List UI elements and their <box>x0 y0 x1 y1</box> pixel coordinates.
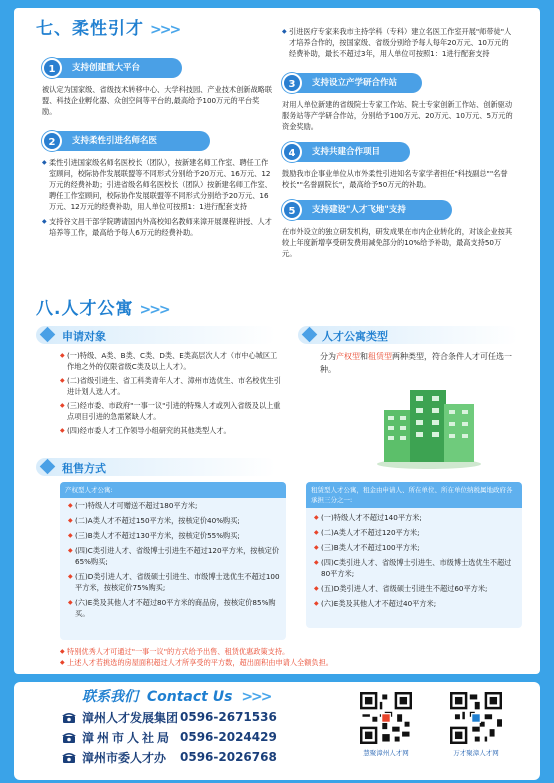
lease-item: ◆ (六)E类及其他人才不超过40平方米; <box>314 598 516 609</box>
sec7-left-column <box>42 58 272 238</box>
ownership-item: ◆ (一)特级人才可赠送不超过180平方米; <box>68 500 280 511</box>
contact-org: 漳州市人社局 <box>82 730 173 745</box>
medical-expert-text: ◆ 引进医疗专家来我市主持学科（专科）建立名医工作室开展"师带徒"人才培养合作的，按国家级、省级分别给予每人每年20万元、10万元的经费补助，最长不超过3年，用人单位可按照1：1进行配套支持 <box>282 26 514 59</box>
contact-phone[interactable]: 0596-2024429 <box>180 730 277 744</box>
apply-item: ◆ (三)经市委、市政府"一事一议"引进的特殊人才或列入省级及以上重点项目引进的急需紧缺人才。 <box>60 400 282 422</box>
lease-head: 租赁型人才公寓，租金由申请人、所在单位、所在单位纳税属地政府各承担三分之一: <box>306 482 522 508</box>
apply-list <box>60 350 282 436</box>
item2-pill: 2 支持柔性引进名师名医 <box>42 131 210 151</box>
item3-pill: 3 支持设立产学研合作站 <box>282 73 422 93</box>
ownership-box <box>60 482 286 640</box>
ownership-list <box>68 500 280 619</box>
contact-org: 漳州市委人才办 <box>82 750 167 765</box>
lease-item: ◆ (五)D类引进人才、省级硕士引进生不超过60平方米; <box>314 583 516 594</box>
type-title: 人才公寓类型 <box>322 330 388 343</box>
telephone-icon <box>62 711 76 724</box>
ownership-item: ◆ (二)A类人才不超过150平方米，按核定价40%购买; <box>68 515 280 526</box>
contact-phone[interactable]: 0596-2671536 <box>180 710 277 724</box>
contact-row-3 <box>62 748 277 766</box>
qr-label: 万才聚漳人才网 <box>453 749 499 757</box>
lease-item: ◆ (三)B类人才不超过100平方米; <box>314 542 516 553</box>
item5-text: 在市外设立的独立研发机构，研发成果在市内企业转化的，对该企业按其较上年度新增享受研发费用减免部分的10%给予补助，最高支持50万元。 <box>282 227 513 258</box>
item5-pill: 5 支持建设"人才飞地"支持 <box>282 200 452 220</box>
type-text: 分为产权型和租赁型两种类型，符合条件人才可任选一种。 <box>320 352 512 374</box>
ownership-item: ◆ (五)D类引进人才、省级硕士引进生、市级博士选优生不超过100平方米，按核定价75%购买; <box>68 571 280 593</box>
apartment-building-icon <box>374 380 484 470</box>
sec7-right-column <box>282 26 514 259</box>
contact-phone[interactable]: 0596-2026768 <box>180 750 277 764</box>
notes <box>60 646 530 668</box>
ownership-item: ◆ (六)E类及其他人才不超过80平方米的商品房，按核定价85%购买。 <box>68 597 280 619</box>
note-item: ◆ 上述人才若挑选的房屋面积超过人才所享受的平方数，超出面积由申请人全额负担。 <box>60 657 530 668</box>
section7-title: 七、柔性引才 >>> <box>36 19 180 39</box>
item2-bullet-2: ◆ 支持谷文昌干部学院聘请国内外高校知名教师来漳开展课程讲授、人才培养等工作，最高给予每人6万元的经费补助。 <box>42 216 272 238</box>
item1-pill: 1 支持创建重大平台 <box>42 58 182 78</box>
lease-item: ◆ (二)A类人才不超过120平方米; <box>314 527 516 538</box>
lease-item: ◆ (一)特级人才不超过140平方米; <box>314 512 516 523</box>
ownership-head: 产权型人才公寓: <box>60 482 286 498</box>
contact-panel <box>14 682 540 780</box>
qr-label: 慧聚漳州人才网 <box>363 749 409 757</box>
apply-item: ◆ (一)特级、A类、B类、C类、D类、E类高层次人才（市中心城区工作地之外的仅限省级C类及以上人才）。 <box>60 350 282 372</box>
lease-item: ◆ (四)C类引进人才、省级博士引进生、市级博士选优生不超过80平方米; <box>314 557 516 579</box>
lease-box <box>306 482 522 628</box>
qr-code-icon[interactable] <box>450 692 502 744</box>
contact-row-2 <box>62 728 277 746</box>
lease-list <box>314 512 516 609</box>
item1-text: 被认定为国家级、省级技术转移中心、大学科技园、产业技术创新战略联盟、科技企业孵化器、众创空间等平台的,最高给予100万元的平台奖励。 <box>42 85 273 116</box>
item4-text: 鼓励我市企事业单位从市外柔性引进知名专家学者担任"科技副总""名誉校长""名誉副院长"，最高给予50万元的补助。 <box>282 169 508 189</box>
item3-text: 对用人单位新建的省级院士专家工作站、院士专家创新工作站、创新驱动服务站等产学研合作站，分别给予100万元、20万元、10万元、5万元的资金奖励。 <box>282 100 513 131</box>
item2-bullet-1: ◆ 柔性引进国家级名师名医校长（团队），按新建名师工作室、聘任工作室顾问，校际协作发展联盟等不同形式分别给予20万元、16万元、12万元的经费补助；引进省级名师名医校长（团队）按新建名师工作室、聘任工作室顾问，校际协作发展联盟等不同形式分别给予20万元、16万元、12万元的经费补助，用人单位可按照1：1进行配套支持 <box>42 157 272 212</box>
ownership-item: ◆ (三)B类人才不超过130平方米，按核定价55%购买; <box>68 530 280 541</box>
contact-row-1 <box>62 708 277 726</box>
apply-title: 申请对象 <box>62 330 106 343</box>
ownership-item: ◆ (四)C类引进人才、省级博士引进生不超过120平方米，按核定价65%购买; <box>68 545 280 567</box>
apply-item: ◆ (四)经市委人才工作领导小组研究的其他类型人才。 <box>60 425 282 436</box>
telephone-icon <box>62 731 76 744</box>
contact-title: 联系我们 Contact Us >>> <box>82 689 271 705</box>
item4-pill: 4 支持共建合作项目 <box>282 142 410 162</box>
flyer-page <box>14 8 540 674</box>
note-item: ◆ 特别优秀人才可通过"一事一议"的方式给予出售、租赁优惠政策支持。 <box>60 646 530 657</box>
telephone-icon <box>62 751 76 764</box>
section8-title: 八.人才公寓 >>> <box>36 299 169 319</box>
apply-item: ◆ (二)省级引进生、省工科类青年人才、漳州市选优生、市名校优生引进计划人选人才。 <box>60 375 282 397</box>
contact-org: 漳州人才发展集团 <box>82 710 179 725</box>
rent-title: 租售方式 <box>62 462 106 475</box>
qr-code-icon[interactable] <box>360 692 412 744</box>
